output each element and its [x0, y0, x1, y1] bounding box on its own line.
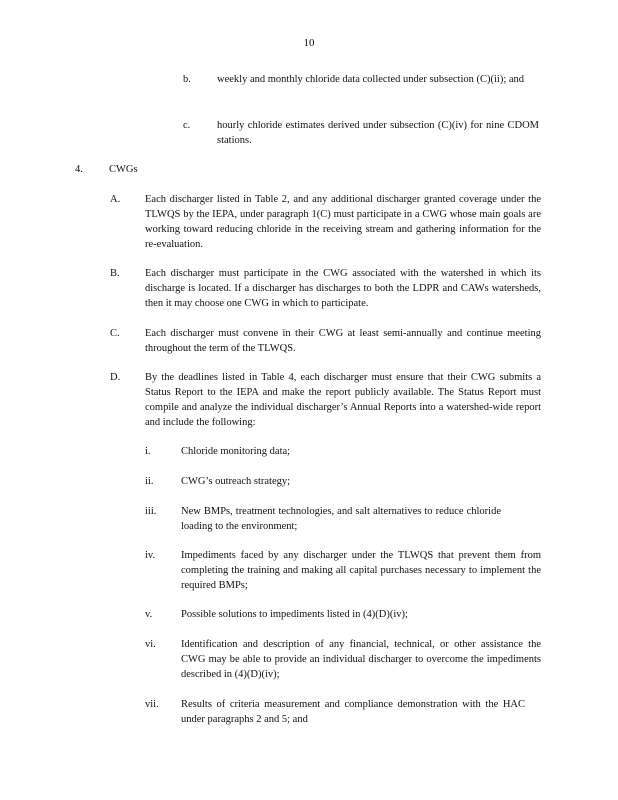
roman-marker: vii. — [145, 699, 159, 710]
list-item-text: hourly chloride estimates derived under subsection (C)(iv) for nine CDOM stations. — [217, 120, 539, 146]
subsection-marker: C. — [110, 328, 120, 339]
roman-marker: v. — [145, 609, 153, 620]
subsection-text: Each discharger listed in Table 2, and any additional discharger granted coverage under the TLWQS by the IEPA, under paragraph 1(C) must participate in a CWG whose main goals are working toward reducing chloride in the receiving stream and gathering information for the re-evaluation. — [145, 194, 541, 250]
subsection-text: Each discharger must convene in their CWG at least semi-annually and continue meeting throughout the term of the TLWQS. — [145, 328, 541, 354]
roman-item-vi — [145, 637, 545, 685]
list-item-text: weekly and monthly chloride data collected under subsection (C)(ii); and — [217, 74, 525, 85]
section-number: 4. — [75, 164, 83, 175]
roman-marker: ii. — [145, 476, 154, 487]
list-item-c — [183, 118, 543, 150]
subsection-a — [110, 192, 545, 254]
page-number: 10 — [303, 37, 315, 49]
roman-item-i — [145, 444, 545, 460]
roman-item-text: Results of criteria measurement and compliance demonstration with the HAC under paragraphs 2 and 5; and — [181, 699, 525, 725]
subsection-c — [110, 326, 545, 358]
roman-item-text: Possible solutions to impediments listed in (4)(D)(iv); — [181, 609, 408, 620]
subsection-text: Each discharger must participate in the CWG associated with the watershed in which its discharge is located. If a discharger has discharges to both the LDPR and CAWs watersheds, then it may choose one CWG in which to participate. — [145, 268, 541, 309]
subsection-text: By the deadlines listed in Table 4, each discharger must ensure that their CWG submits a Status Report to the IEPA and make the report publicly available. The Status Report must compile and analyze the individual discharger’s Annual Reports into a watershed-wide report and include the following: — [145, 372, 541, 428]
list-marker: b. — [183, 74, 191, 85]
subsection-marker: B. — [110, 268, 120, 279]
section-title: CWGs — [109, 164, 138, 175]
roman-item-iii — [145, 504, 545, 536]
roman-item-v — [145, 607, 545, 623]
subsection-marker: A. — [110, 194, 121, 205]
roman-item-vii — [145, 697, 545, 729]
roman-item-iv — [145, 548, 545, 596]
list-marker: c. — [183, 120, 191, 131]
roman-item-text: Chloride monitoring data; — [181, 446, 291, 457]
subsection-d — [110, 370, 545, 432]
roman-item-ii — [145, 474, 545, 490]
roman-item-text: CWG’s outreach strategy; — [181, 476, 291, 487]
subsection-marker: D. — [110, 372, 121, 383]
roman-marker: iv. — [145, 550, 156, 561]
list-item-b — [183, 72, 543, 104]
roman-item-text: New BMPs, treatment technologies, and salt alternatives to reduce chloride loading to the environment; — [181, 506, 501, 532]
roman-marker: vi. — [145, 639, 156, 650]
roman-item-text: Impediments faced by any discharger under the TLWQS that prevent them from completing the training and making all capital purchases necessary to implement the required BMPs; — [181, 550, 541, 591]
roman-marker: iii. — [145, 506, 157, 517]
roman-item-text: Identification and description of any financial, technical, or other assistance the CWG may be able to provide an individual discharger to overcome the impediments described in (4)(D)(iv); — [181, 639, 541, 680]
section-heading — [75, 162, 275, 178]
subsection-b — [110, 266, 545, 314]
roman-marker: i. — [145, 446, 151, 457]
